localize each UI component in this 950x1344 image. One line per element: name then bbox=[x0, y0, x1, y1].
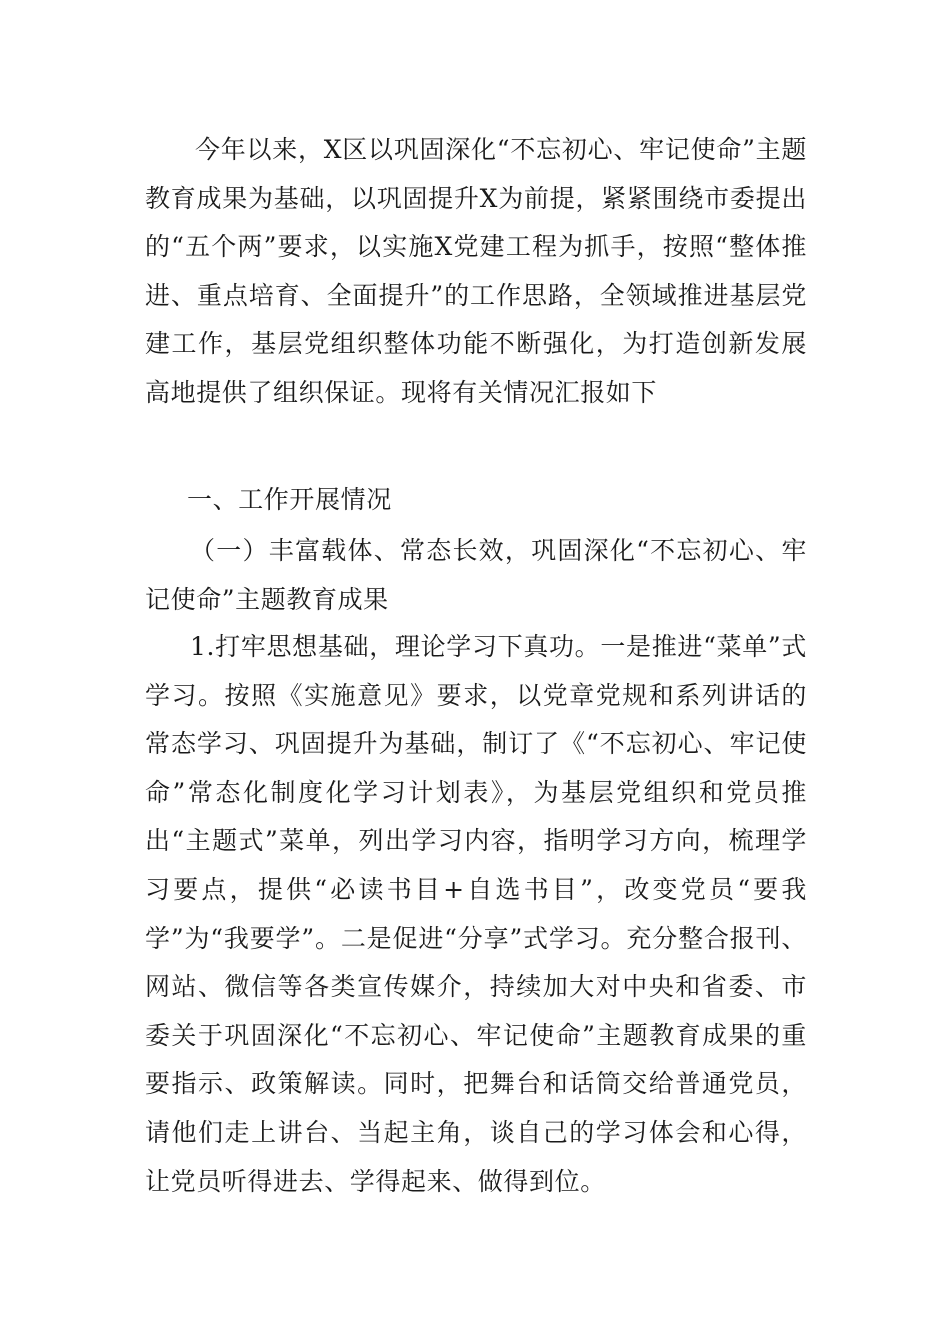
item-paragraph: 1.打牢思想基础，理论学习下真功。一是推进“菜单”式学习。按照《实施意见》要求，以党章党规和系列讲话的常态学习、巩固提升为基础，制订了《“不忘初心、牢记使命”常态化制度化学习计划表》，为基层党组织和党员推出“主题式”菜单，列出学习内容，指明学习方向，梳理学习要点，提供“必读书目+自选书目”，改变党员“要我学”为“我要学”。二是促进“分享”式学习。充分整合报刊、网站、微信等各类宣传媒介，持续加大对中央和省委、市委关于巩固深化“不忘初心、牢记使命”主题教育成果的重要指示、政策解读。同时，把舞台和话筒交给普通党员，请他们走上讲台、当起主角，谈自己的学习体会和心得，让党员听得进去、学得起来、做得到位。 bbox=[145, 632, 807, 1196]
intro-paragraph: 今年以来，X区以巩固深化“不忘初心、牢记使命”主题教育成果为基础，以巩固提升X为前提，紧紧围绕市委提出的“五个两”要求，以实施X党建工程为抓手，按照“整体推进、重点培育、全面提升”的工作思路，全领域推进基层党建工作，基层党组织整体功能不断强化，为打造创新发展高地提供了组织保证。现将有关情况汇报如下 bbox=[145, 135, 807, 407]
section-heading: 一、工作开展情况 bbox=[187, 485, 392, 514]
subsection-title: （一）丰富载体、常态长效，巩固深化“不忘初心、牢记使命”主题教育成果 bbox=[145, 536, 807, 614]
